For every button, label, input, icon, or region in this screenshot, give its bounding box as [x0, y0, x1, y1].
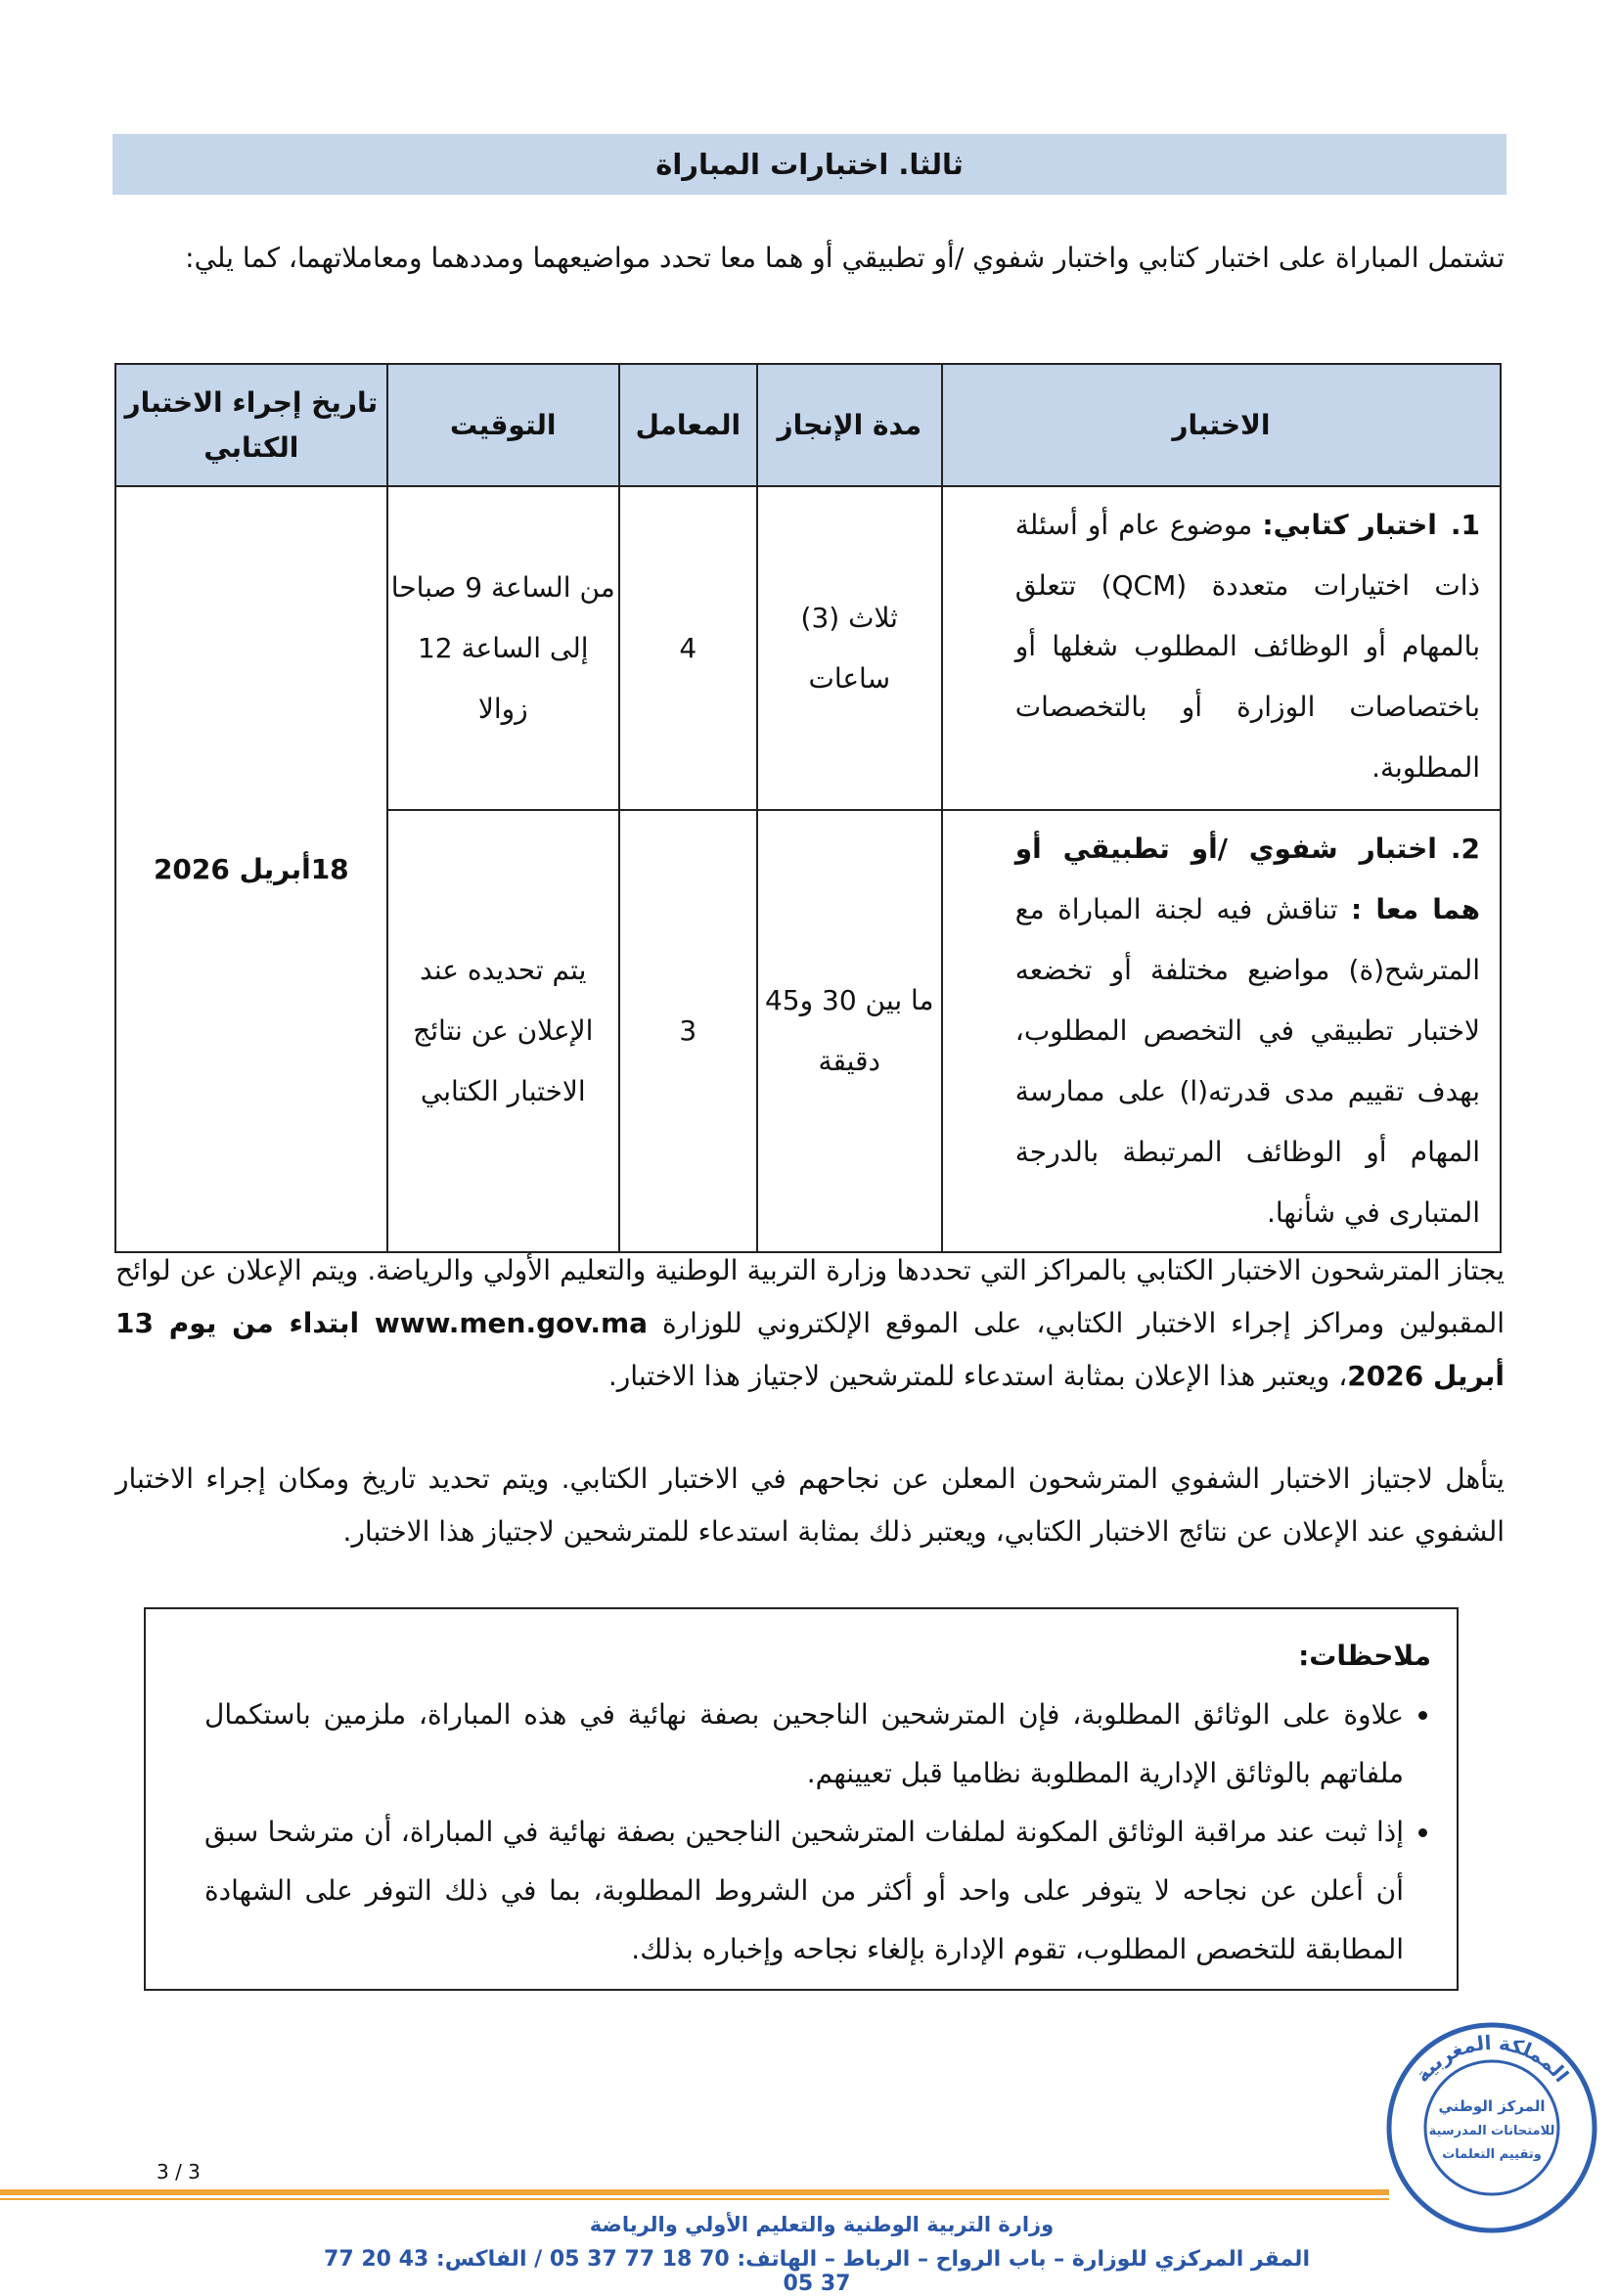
row-number: 1. — [1450, 509, 1480, 541]
written-exam-paragraph — [115, 1244, 1505, 1403]
seal-line-1: المركز الوطني — [1438, 2097, 1546, 2115]
tests-table — [114, 363, 1502, 1253]
footer-divider-thin — [0, 2198, 1389, 2200]
seal-outer-text: المملكة المغربية — [1410, 2030, 1574, 2087]
header-duration: مدة الإنجاز — [757, 364, 942, 486]
row-number: 2. — [1450, 833, 1480, 865]
oral-test-timing: يتم تحديده عند الإعلان عن نتائج الاختبار الكتابي — [387, 810, 619, 1252]
svg-text:المملكة المغربية — [1411, 2031, 1574, 2087]
written-test-title: اختبار كتابي: — [1262, 509, 1437, 541]
oral-test-coefficient: 3 — [619, 810, 757, 1252]
notes-box — [144, 1607, 1459, 1991]
oral-test-title: اختبار شفوي /أو تطبيقي أو هما معا : — [1014, 833, 1480, 925]
official-seal-stamp — [1379, 2015, 1604, 2240]
header-timing: التوقيت — [387, 364, 619, 486]
section-title: ثالثا. اختبارات المباراة — [112, 134, 1506, 195]
header-coefficient: المعامل — [619, 364, 757, 486]
footer-ministry-name: وزارة التربية الوطنية والتعليم الأولي والرياضة — [589, 2213, 1055, 2236]
seal-line-2: للامتحانات المدرسية — [1428, 2124, 1555, 2138]
table-row — [115, 486, 1501, 810]
written-test-coefficient: 4 — [619, 486, 757, 810]
oral-test-cell — [942, 810, 1501, 1252]
announcement-date: ابتداء من يوم 13 أبريل 2026 — [115, 1307, 1505, 1392]
written-test-duration: ثلاث (3) ساعات — [757, 486, 942, 810]
oral-exam-paragraph: يتأهل لاجتياز الاختبار الشفوي المترشحون المعلن عن نجاحهم في الاختبار الكتابي. ويتم تحديد تاريخ ومكان إجراء الاختبار الشفوي عند الإعلان عن نتائج الاختبار الكتابي، ويعتبر ذلك بمثابة استدعاء للمترشحين لاجتياز هذا الاختبار. — [115, 1463, 1505, 1548]
table-header-row — [115, 364, 1501, 486]
intro-paragraph: تشتمل المباراة على اختبار كتابي واختبار شفوي /أو تطبيقي أو هما معا تحدد مواضيعهما ومددهما ومعاملاتهما، كما يلي: — [185, 242, 1505, 274]
written-test-cell — [942, 486, 1501, 810]
exam-date: 18أبريل 2026 — [115, 486, 387, 1252]
oral-test-description: تناقش فيه لجنة المباراة مع المترشح(ة) مواضيع مختلفة أو تخضعه لاختبار تطبيقي في التخصص المطلوب، بهدف تقييم مدى قدرته(ا) على ممارسة المهام أو الوظائف المرتبطة بالدرجة المتبارى في شأنها. — [1014, 893, 1480, 1229]
header-date: تاريخ إجراء الاختبار الكتابي — [115, 364, 387, 486]
written-test-timing: من الساعة 9 صباحا إلى الساعة 12 زوالا — [387, 486, 619, 810]
seal-line-3: وتقييم التعلمات — [1442, 2147, 1542, 2162]
paragraph-end: ، ويعتبر هذا الإعلان بمثابة استدعاء للمترشحين لاجتياز هذا الاختبار. — [607, 1360, 1348, 1392]
oral-test-duration: ما بين 30 و45 دقيقة — [757, 810, 942, 1252]
notes-list — [204, 1686, 1431, 1979]
list-item: • إذا ثبت عند مراقبة الوثائق المكونة لملفات المترشحين الناجحين بصفة نهائية في المباراة، أن مترشحا سبق أن أعلن عن نجاحه لا يتوفر على واحد أو أكثر من الشروط المطلوبة، بما في ذلك التوفر على الشهادة المطابقة للتخصص المطلوب، تقوم الإدارة بإلغاء نجاحه وإخباره بذلك. — [204, 1803, 1404, 1979]
ministry-website-link[interactable]: www.men.gov.ma — [374, 1307, 649, 1339]
header-test: الاختبار — [942, 364, 1501, 486]
paragraph-text: يجتاز المترشحون الاختبار الكتابي بالمراكز التي تحددها وزارة التربية الوطنية والتعليم الأولي والرياضة. ويتم الإعلان عن لوائح المقبولين ومراكز إجراء الاختبار الكتابي، على الموقع الإلكتروني للوزارة — [115, 1254, 1505, 1339]
written-test-description: موضوع عام أو أسئلة ذات اختيارات متعددة (QCM) تتعلق بالمهام أو الوظائف المطلوب شغلها أو باختصاصات الوزارة أو بالتخصصات المطلوبة. — [1014, 509, 1480, 784]
list-item: • علاوة على الوثائق المطلوبة، فإن المترشحين الناجحين بصفة نهائية في هذه المباراة، ملزمين باستكمال ملفاتهم بالوثائق الإدارية المطلوبة نظاميا قبل تعيينهم. — [204, 1686, 1404, 1803]
footer-divider — [0, 2189, 1389, 2195]
footer-address: المقر المركزي للوزارة – باب الرواح – الرباط – الهاتف: 70 18 77 37 05 / الفاكس: 43 20 77 37 05 — [324, 2247, 1310, 2296]
page-number: 3 / 3 — [157, 2160, 201, 2183]
notes-title: ملاحظات: — [1298, 1640, 1431, 1672]
